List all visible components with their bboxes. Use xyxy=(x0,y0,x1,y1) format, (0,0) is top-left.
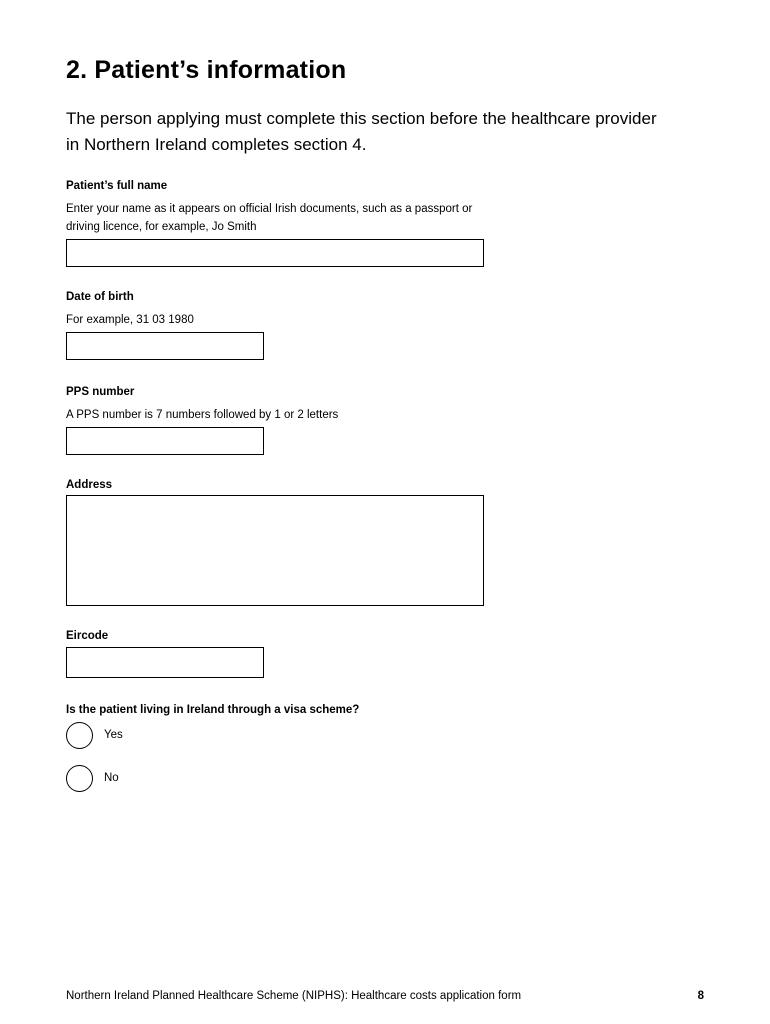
date-of-birth-hint: For example, 31 03 1980 xyxy=(66,314,194,326)
visa-question-label: Is the patient living in Ireland through a visa scheme? xyxy=(66,704,360,716)
page-footer xyxy=(66,990,704,1002)
radio-no[interactable] xyxy=(66,765,93,792)
pps-number-label: PPS number xyxy=(66,386,135,398)
full-name-label: Patient’s full name xyxy=(66,180,168,192)
eircode-input[interactable] xyxy=(66,647,264,678)
date-of-birth-label: Date of birth xyxy=(66,291,134,303)
eircode-label: Eircode xyxy=(66,630,109,642)
address-input[interactable] xyxy=(66,495,484,606)
radio-no-label: No xyxy=(104,772,119,784)
visa-option-yes[interactable] xyxy=(66,721,123,749)
pps-number-hint: A PPS number is 7 numbers followed by 1 or 2 letters xyxy=(66,409,339,421)
section-heading: 2. Patient’s information xyxy=(66,56,347,84)
footer-title: Northern Ireland Planned Healthcare Scheme (NIPHS): Healthcare costs application form xyxy=(66,990,522,1002)
pps-number-input[interactable] xyxy=(66,427,264,455)
radio-yes-label: Yes xyxy=(104,729,123,741)
section-intro: The person applying must complete this section before the healthcare provider in Northern Ireland completes section 4. xyxy=(66,109,657,154)
address-label: Address xyxy=(66,479,113,491)
full-name-hint: Enter your name as it appears on official Irish documents, such as a passport or driving licence, for example, Jo Smith xyxy=(66,203,473,233)
radio-yes[interactable] xyxy=(66,722,93,749)
full-name-input[interactable] xyxy=(66,239,484,267)
date-of-birth-input[interactable] xyxy=(66,332,264,360)
page-number: 8 xyxy=(697,990,704,1002)
visa-option-no[interactable] xyxy=(66,764,119,792)
